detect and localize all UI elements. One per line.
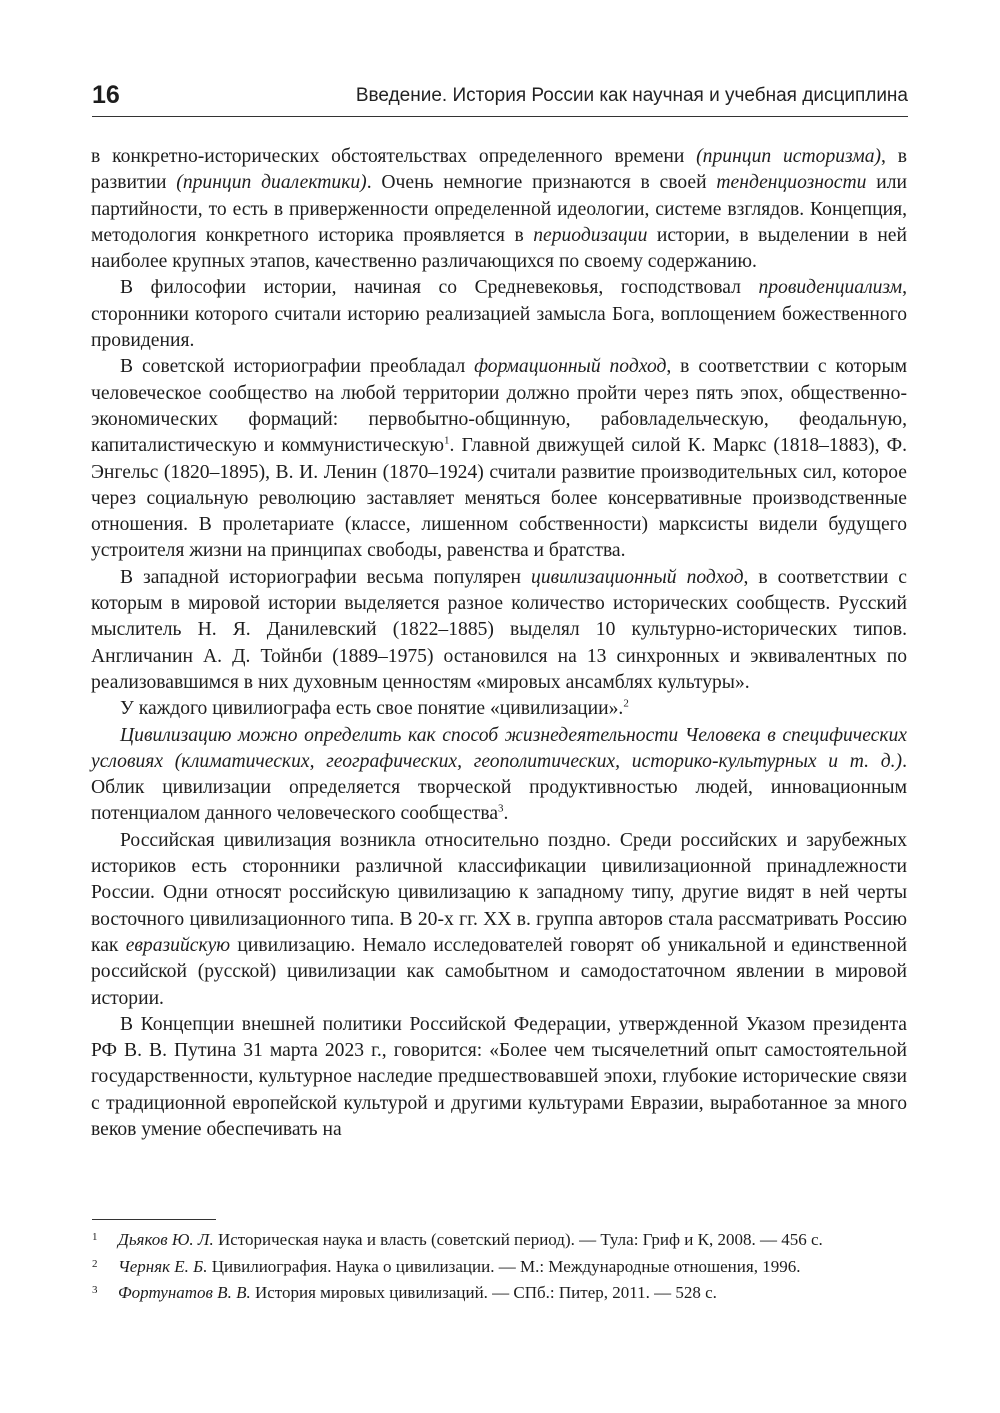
footnote-separator — [92, 1219, 216, 1220]
emphasis-text: Цивилизацию можно определить как способ жизнедеятельности Человека в специфических условиях (климатических, географических, геополитических, историко-культурных и т. д.) — [91, 724, 907, 772]
paragraph — [91, 1012, 907, 1143]
footnote-author: Фортунатов В. В. — [118, 1283, 251, 1302]
footnote — [92, 1229, 908, 1252]
footnote-ref: 3 — [498, 802, 504, 815]
text-run: , в соответствии с которым в мировой истории выделяется разное количество исторических сообществ. Русский мыслитель Н. Я. Данилевский (1822–1885) выделял 10 культурно-исторических типов. Англичанин А. Д. Тойнби (1889–1975) остановился на 13 синхронных и эквивалентных по реализовавшимся в них духовным ценностям «мировых ансамблях культуры». — [91, 566, 907, 693]
footnote-ref: 2 — [623, 697, 629, 710]
paragraph — [91, 144, 907, 275]
footnote-number: 2 — [92, 1257, 98, 1270]
text-run: , в развитии — [91, 146, 907, 194]
text-run: цивилизацию. Немало исследователей говорят об уникальной и единственной российской (русской) цивилизации как самобытном и самодостаточном явлении в мировой истории. — [91, 934, 907, 1009]
emphasis-text: евразийскую — [125, 934, 231, 956]
footnote-text: История мировых цивилизаций. — СПб.: Питер, 2011. — 528 с. — [250, 1283, 717, 1302]
text-run: У каждого цивилиографа есть свое понятие «цивилизации». — [120, 698, 624, 720]
emphasis-text: провиденциализм — [758, 277, 903, 299]
text-run: В философии истории, начиная со Средневековья, господствовал — [120, 277, 759, 299]
footnote-text: Цивилиография. Наука о цивилизации. — М.: Международные отношения, 1996. — [207, 1256, 801, 1276]
paragraph — [91, 696, 907, 722]
emphasis-text: формационный подход — [474, 356, 667, 378]
paragraph — [91, 723, 907, 828]
text-run: или партийности, то есть в приверженности определенной идеологии, системе взглядов. Концепция, методология конкретного историка проявляется в — [91, 172, 907, 246]
emphasis-text: цивилизационный подход — [531, 566, 744, 588]
text-run: В Концепции внешней политики Российской Федерации, утвержденной Указом президента РФ В. В. Путина 31 марта 2023 г., говорится: «Более чем тысячелетний опыт самостоятельной государственности, культурное наследие предшествовавшей эпохи, глубокие исторические связи с традиционной европейской культурой и другими культурами Евразии, выработанное за много веков умение обеспечивать на — [91, 1013, 907, 1140]
emphasis-text: (принцип историзма) — [696, 146, 882, 167]
footnote — [92, 1282, 908, 1305]
paragraph — [91, 354, 907, 564]
emphasis-text: (принцип диалектики) — [176, 172, 367, 194]
text-run: , сторонники которого считали историю реализацией замысла Бога, воплощением божественного провидения. — [91, 277, 907, 352]
paragraph — [91, 828, 907, 1012]
text-run: . — [503, 803, 509, 825]
running-title: Введение. История России как научная и учебная дисциплина — [355, 85, 908, 106]
text-run: . Главной движущей силой К. Маркс (1818–1883), Ф. Энгельс (1820–1895), В. И. Ленин (1870–1924) считали развитие производительных сил, которое через социальную революцию заставляет меняться более консервативные производственные отношения. В пролетариате (классе, лишенном собственности) марксисты видели будущего устроителя жизни на принципах свободы, равенства и братства. — [91, 435, 907, 562]
text-run: В западной историографии весьма популярен — [120, 566, 532, 588]
text-run: Российская цивилизация возникла относительно поздно. Среди российских и зарубежных историков есть сторонники различной классификации цивилизационной принадлежности России. Одни относят российскую цивилизацию к западному типу, другие видят в ней черты восточного цивилизационного типа. В 20-х гг. XX в. группа авторов стала рассматривать Россию как — [91, 829, 907, 956]
footnote-number: 3 — [92, 1284, 98, 1296]
paragraph — [91, 565, 907, 696]
text-run: , в соответствии с которым человеческое сообщество на любой территории должно пройти через пять эпох, общественно-экономических формаций: первобытно-общинную, рабовладельческую, феодальную, капиталистическую и коммунистическую — [91, 356, 908, 457]
emphasis-text: периодизации — [533, 224, 648, 246]
page-number: 16 — [92, 81, 120, 109]
footnote-number: 1 — [92, 1231, 98, 1243]
text-run: . Очень немногие признаются в своей — [366, 172, 717, 194]
text-run: В советской историографии преобладал — [120, 356, 475, 378]
text-run: в конкретно-исторических обстоятельствах определенного времени — [91, 146, 697, 167]
footnotes — [92, 1229, 908, 1309]
footnote-author: Дьяков Ю. Л. — [118, 1230, 214, 1249]
footnote-author: Черняк Е. Б. — [118, 1256, 208, 1276]
footnote-text: Историческая наука и власть (советский период). — Тула: Гриф и К, 2008. — 456 с. — [213, 1230, 823, 1249]
text-run: . Облик цивилизации определяется творческой продуктивностью людей, инновационным потенциалом данного человеческого сообщества — [91, 750, 907, 825]
page-header — [92, 80, 908, 117]
emphasis-text: тенденциозности — [716, 172, 867, 194]
body-text — [91, 144, 907, 1143]
paragraph — [91, 275, 907, 354]
text-run: истории, в выделении в ней наиболее крупных этапов, качественно различающихся по своему содержанию. — [91, 224, 907, 273]
footnote-ref: 1 — [444, 434, 450, 447]
footnote — [92, 1256, 908, 1279]
